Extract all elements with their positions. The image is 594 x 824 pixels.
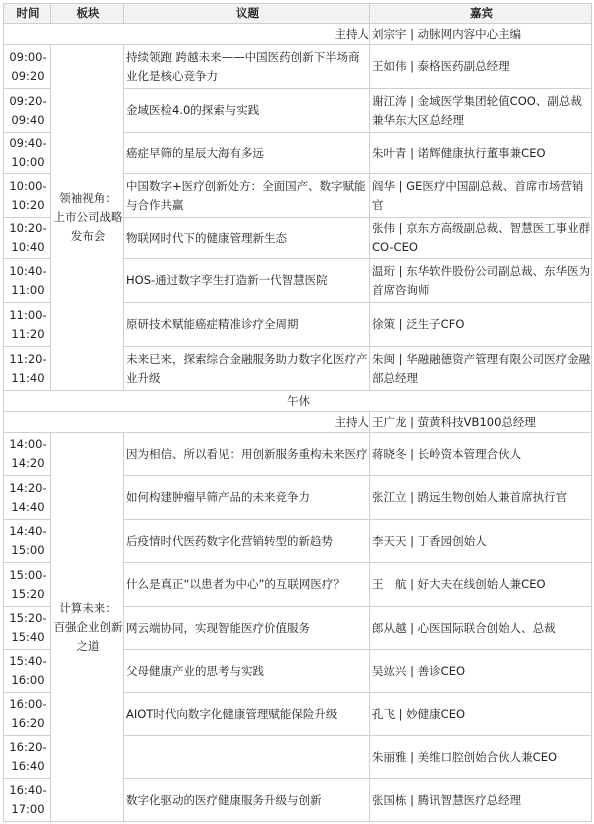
time-cell xyxy=(4,607,51,650)
guest-cell: 张国栋 | 腾讯智慧医疗总经理 xyxy=(370,779,592,822)
time-start: 16:40- xyxy=(9,783,47,797)
time-start: 09:20- xyxy=(9,93,47,108)
topic-cell: 物联网时代下的健康管理新生态 xyxy=(124,218,370,259)
host-row xyxy=(4,24,592,45)
guest-cell: 谢江涛 | 金域医学集团轮值COO、副总裁兼华东大区总经理 xyxy=(370,89,592,133)
time-end: 17:00 xyxy=(11,802,45,816)
guest-cell: 张江立 | 鹍远生物创始人兼首席执行官 xyxy=(370,476,592,520)
host-label: 主持人 xyxy=(4,24,370,45)
time-end: 16:20 xyxy=(11,716,45,730)
guest-cell: 蒋晓冬 | 长岭资本管理合伙人 xyxy=(370,433,592,476)
header-guest: 嘉宾 xyxy=(370,4,592,24)
time-cell xyxy=(4,693,51,736)
lunch-label: 午休 xyxy=(4,391,592,412)
time-end: 16:00 xyxy=(11,673,45,687)
host-name: 王广龙 | 萤黄科技VB100总经理 xyxy=(370,412,592,433)
time-start: 15:40- xyxy=(9,654,47,668)
topic-cell: HOS-通过数字孪生打造新一代智慧医院 xyxy=(124,259,370,303)
host-label: 主持人 xyxy=(4,412,370,433)
time-cell xyxy=(4,218,51,259)
topic-cell: 持续领跑 跨越未来——中国医药创新下半场商业化是核心竞争力 xyxy=(124,45,370,89)
time-start: 11:00- xyxy=(9,307,47,322)
guest-cell: 朱丽雅 | 美维口腔创始合伙人兼CEO xyxy=(370,736,592,779)
header-topic: 议题 xyxy=(124,4,370,24)
topic-cell: 金域医检4.0的探索与实践 xyxy=(124,89,370,133)
time-start: 14:40- xyxy=(9,524,47,538)
time-start: 09:40- xyxy=(9,136,47,150)
time-end: 14:20 xyxy=(11,456,45,470)
block-line: 发布会 xyxy=(70,229,106,243)
topic-cell: 父母健康产业的思考与实践 xyxy=(124,650,370,693)
guest-cell: 朱闽 | 华融融德资产管理有限公司医疗金融部总经理 xyxy=(370,347,592,391)
time-start: 14:00- xyxy=(9,437,47,451)
time-cell xyxy=(4,45,51,89)
topic-cell: 网云端协同，实现智能医疗价值服务 xyxy=(124,607,370,650)
time-cell xyxy=(4,347,51,391)
host-name: 刘宗宇 | 动脉网内容中心主编 xyxy=(370,24,592,45)
time-start: 16:20- xyxy=(9,740,47,754)
guest-cell: 阎华 | GE医疗中国副总裁、首席市场营销官 xyxy=(370,174,592,218)
block-cell xyxy=(51,45,124,391)
guest-cell: 李天天 | 丁香园创始人 xyxy=(370,520,592,563)
time-end: 10:20 xyxy=(11,197,45,212)
time-start: 15:00- xyxy=(9,567,47,582)
time-end: 11:20 xyxy=(11,326,45,341)
topic-cell: 什么是真正“以患者为中心”的互联网医疗？ xyxy=(124,563,370,607)
guest-cell: 郎从越 | 心医国际联合创始人、总裁 xyxy=(370,607,592,650)
block-line: 之道 xyxy=(76,638,100,653)
header-row xyxy=(4,4,592,24)
guest-cell: 温珩 | 东华软件股份公司副总裁、东华医为首席咨询师 xyxy=(370,259,592,303)
time-end: 09:40 xyxy=(11,112,45,127)
block-line: 上市公司战略 xyxy=(53,210,123,224)
block-line: 计算未来： xyxy=(59,600,117,615)
time-start: 09:00- xyxy=(9,49,47,64)
topic-cell: 后疫情时代医药数字化营销转型的新趋势 xyxy=(124,520,370,563)
topic-cell xyxy=(124,736,370,779)
time-end: 15:40 xyxy=(11,630,45,644)
guest-cell: 王如伟 | 泰格医药副总经理 xyxy=(370,45,592,89)
topic-cell: 癌症早筛的星辰大海有多远 xyxy=(124,133,370,174)
time-cell xyxy=(4,133,51,174)
topic-cell: 中国数字+医疗创新处方：全面国产、数字赋能与合作共赢 xyxy=(124,174,370,218)
topic-cell: 原研技术赋能癌症精准诊疗全周期 xyxy=(124,303,370,347)
host-row xyxy=(4,412,592,433)
time-cell xyxy=(4,650,51,693)
guest-cell: 孔飞 | 妙健康CEO xyxy=(370,693,592,736)
topic-cell: 因为相信、所以看见：用创新服务重构未来医疗 xyxy=(124,433,370,476)
time-start: 10:00- xyxy=(9,178,47,193)
header-time: 时间 xyxy=(4,4,51,24)
agenda-table xyxy=(3,3,592,822)
time-cell xyxy=(4,174,51,218)
time-cell xyxy=(4,779,51,822)
time-cell xyxy=(4,259,51,303)
time-end: 11:40 xyxy=(11,370,45,385)
guest-cell: 张伟 | 京东方高级副总裁、智慧医工事业群CO-CEO xyxy=(370,218,592,259)
agenda-row xyxy=(4,433,592,476)
block-line: 领袖视角： xyxy=(59,191,117,205)
topic-cell: 如何构建肿瘤早筛产品的未来竞争力 xyxy=(124,476,370,520)
time-end: 10:00 xyxy=(11,155,45,169)
time-end: 14:40 xyxy=(11,499,45,514)
time-start: 16:00- xyxy=(9,697,47,711)
time-start: 10:20- xyxy=(9,221,47,235)
time-end: 16:40 xyxy=(11,759,45,773)
guest-cell: 徐策 | 泛生子CFO xyxy=(370,303,592,347)
guest-cell: 王 航 | 好大夫在线创始人兼CEO xyxy=(370,563,592,607)
guest-cell: 吴竑兴 | 善诊CEO xyxy=(370,650,592,693)
time-start: 14:20- xyxy=(9,480,47,495)
time-end: 15:00 xyxy=(11,543,45,557)
time-start: 15:20- xyxy=(9,611,47,625)
time-cell xyxy=(4,563,51,607)
block-line: 百强企业创新 xyxy=(53,619,123,634)
header-block: 板块 xyxy=(51,4,124,24)
agenda-row xyxy=(4,45,592,89)
time-cell xyxy=(4,736,51,779)
topic-cell: 数字化驱动的医疗健康服务升级与创新 xyxy=(124,779,370,822)
time-cell xyxy=(4,520,51,563)
time-end: 11:00 xyxy=(11,282,45,297)
time-start: 11:20- xyxy=(9,351,47,366)
time-cell xyxy=(4,89,51,133)
topic-cell: 未来已来，探索综合金融服务助力数字化医疗产业升级 xyxy=(124,347,370,391)
guest-cell: 朱叶青 | 诺辉健康执行董事兼CEO xyxy=(370,133,592,174)
topic-cell: AIOT时代向数字化健康管理赋能保险升级 xyxy=(124,693,370,736)
time-end: 09:20 xyxy=(11,68,45,83)
time-cell xyxy=(4,433,51,476)
time-end: 15:20 xyxy=(11,586,45,601)
lunch-row xyxy=(4,391,592,412)
time-cell xyxy=(4,303,51,347)
block-cell xyxy=(51,433,124,822)
time-end: 10:40 xyxy=(11,240,45,254)
time-start: 10:40- xyxy=(9,263,47,278)
time-cell xyxy=(4,476,51,520)
